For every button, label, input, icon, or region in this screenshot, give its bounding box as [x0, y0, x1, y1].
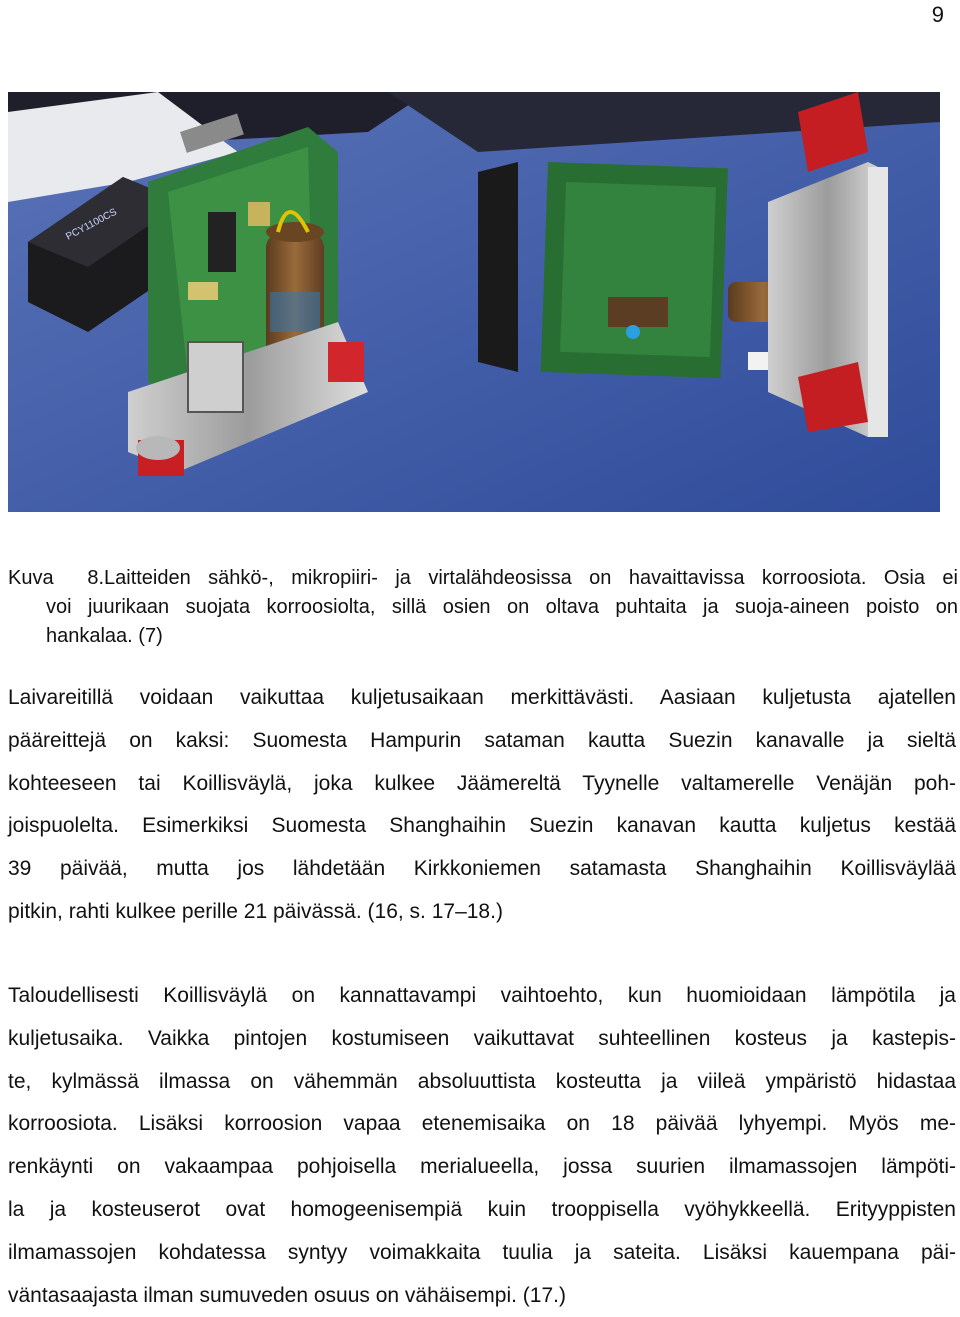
- photo-illustration: [8, 92, 940, 512]
- text-line: kuljetusaika. Vaikka pintojen kostumiseen vaikuttavat suhteellinen kosteus ja kastepis-: [8, 1026, 956, 1050]
- text-line: Taloudellisesti Koillisväylä on kannattavampi vaihtoehto, kun huomioidaan lämpötila ja: [8, 984, 956, 1007]
- figure-caption: [8, 564, 958, 651]
- caption-line-1: Laitteiden sähkö-, mikropiiri- ja virtalähdeosissa on havaittavissa korroosiota. Osia ei: [104, 567, 958, 589]
- paragraph-1: [8, 677, 956, 934]
- text-line: ilmamassojen kohdatessa syntyy voimakkaita tuulia ja sateita. Lisäksi kauempana päi-: [8, 1240, 956, 1264]
- caption-line-2: voi juurikaan suojata korroosiolta, sillä osien on oltava puhtaita ja suoja-aineen poisto on: [46, 596, 958, 618]
- box-brand-label: PCY1100CS: [64, 206, 119, 243]
- paragraph-2: [8, 975, 956, 1317]
- corroded-electronics-photo: [8, 92, 940, 512]
- caption-line: [8, 564, 958, 593]
- text-line: pääreittejä on kaksi: Suomesta Hampurin sataman kautta Suezin kanavalle ja sieltä: [8, 728, 956, 752]
- text-line: väntasaajasta ilman sumuveden osuus on vähäisempi. (17.): [8, 1283, 566, 1307]
- text-line: pitkin, rahti kulkee perille 21 päivässä. (16, s. 17–18.): [8, 899, 503, 923]
- caption-continuation: [8, 593, 958, 651]
- text-line: korroosiota. Lisäksi korroosion vapaa etenemisaika on 18 päivää lyhyempi. Myös me-: [8, 1112, 956, 1136]
- text-line: 39 päivää, mutta jos lähdetään Kirkkoniemen satamasta Shanghaihin Koillisväylää: [8, 857, 956, 881]
- text-line: joispuolelta. Esimerkiksi Suomesta Shanghaihin Suezin kanavan kautta kuljetus kestää: [8, 814, 956, 838]
- text-line: te, kylmässä ilmassa on vähemmän absoluuttista kosteutta ja viileä ympäristö hidastaa: [8, 1069, 956, 1093]
- text-line: kohteeseen tai Koillisväylä, joka kulkee Jäämereltä Tyynelle valtamerelle Venäjän poh-: [8, 771, 956, 795]
- text-line: renkäynti on vakaampaa pohjoisella merialueella, jossa suurien ilmamassojen lämpöti-: [8, 1155, 956, 1179]
- caption-line-3: hankalaa. (7): [46, 625, 163, 647]
- caption-label: Kuva 8.: [8, 567, 104, 589]
- text-line: la ja kosteuserot ovat homogeenisempiä kuin trooppisella vyöhykkeellä. Erityyppisten: [8, 1197, 956, 1221]
- page-number: 9: [931, 2, 944, 27]
- text-line: Laivareitillä voidaan vaikuttaa kuljetusaikaan merkittävästi. Aasiaan kuljetusta ajatellen: [8, 686, 956, 709]
